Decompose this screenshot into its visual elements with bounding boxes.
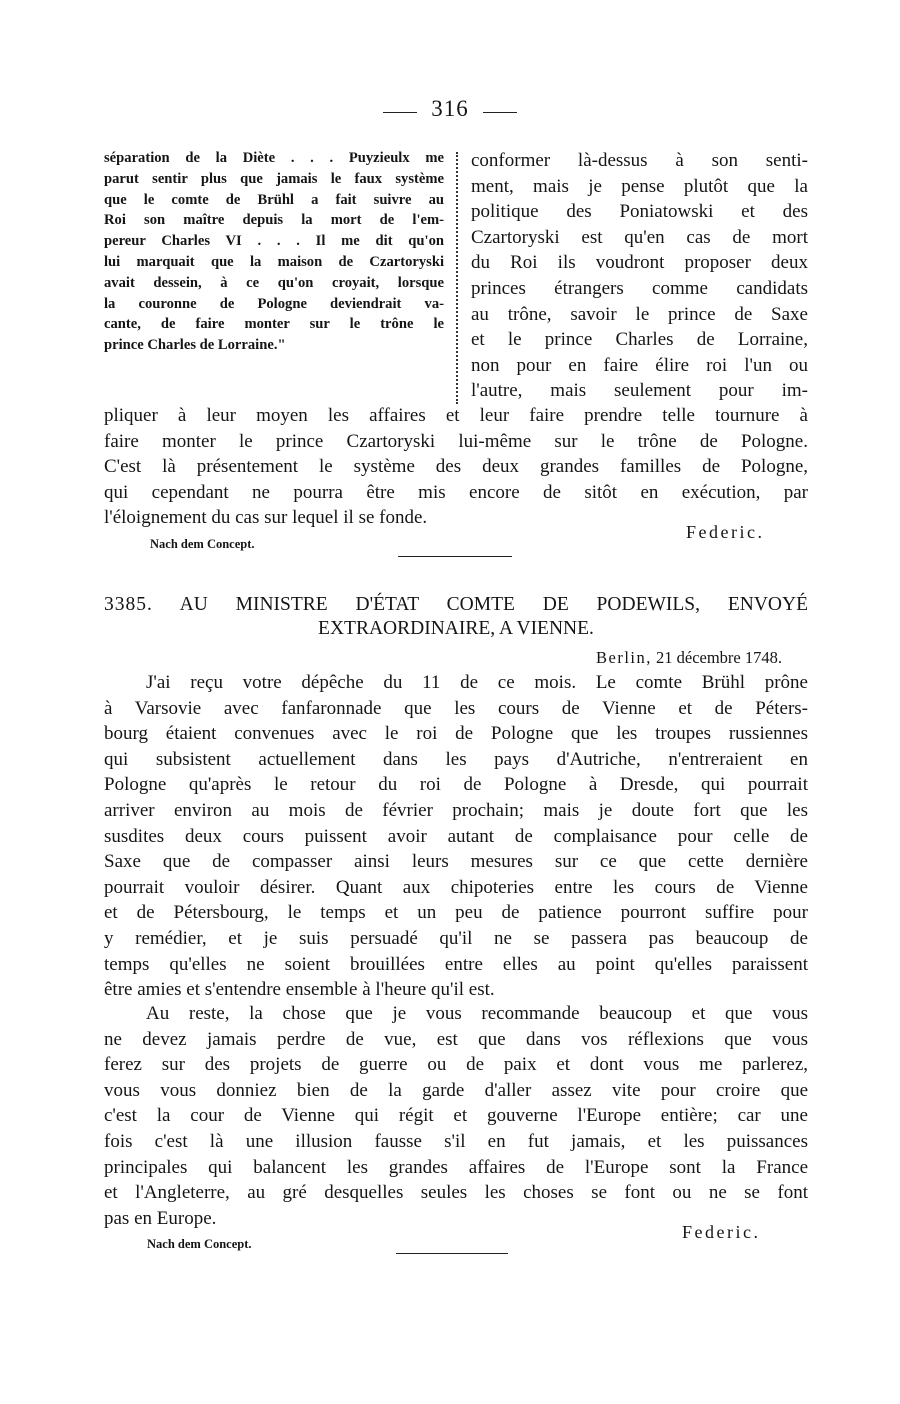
text-line: être amies et s'entendre ensemble à l'heure qu'il est. [104,979,495,1001]
text-line: et l'Angleterre, au gré desquelles seules les choses se font ou ne se font [104,1182,808,1204]
text-line: princes étrangers comme candidats [471,277,808,299]
text-line: fois c'est là une illusion fausse s'il en fut jamais, et les puissances [104,1130,808,1152]
text-line: pliquer à leur moyen les affaires et leur faire prendre telle tournure à [104,405,808,426]
dateline [596,648,782,668]
page-number: 316 [431,96,469,121]
text-line: et de Pétersbourg, le temps et un peu de patience pourront suffire pour [104,902,808,924]
text-line: l'autre, mais seulement pour im- [471,380,808,402]
text-line: susdites deux cours puissent avoir autant de complaisance pour celle de [104,825,808,847]
letter-number: 3385. [104,594,153,615]
footnote-line: la couronne de Pologne deviendrait va- [104,295,444,312]
text-line: ferez sur des projets de guerre ou de paix et dont vous me parlerez, [104,1054,808,1076]
text-line: Au reste, la chose que je vous recommande beaucoup et que vous [146,1003,808,1024]
text-line: y remédier, et je suis persuadé qu'il ne se passera pas beaucoup de [104,927,808,949]
letter-title-line-2: EXTRAORDINAIRE, A VIENNE. [318,618,594,639]
text-line: temps qu'elles ne soient brouillées entre elles au point qu'elles paraissent [104,953,808,975]
text-line: politique des Poniatowski et des [471,201,808,223]
section-rule [396,1253,508,1254]
text-line: faire monter le prince Czartoryski lui-même sur le trône de Pologne. [104,430,808,452]
footnote-line: que le comte de Brühl a fait suivre au [104,191,444,208]
continuation-paragraph [104,403,808,531]
text-line: C'est là présentement le système des deux grandes familles de Pologne, [104,456,808,478]
page-header [0,96,900,122]
source-note: Nach dem Concept. [147,1237,252,1251]
text-line: qui subsistent actuellement dans les pays d'Autriche, n'entreraient en [104,748,808,770]
letter-date: 21 décembre 1748. [656,648,782,667]
source-note: Nach dem Concept. [150,537,255,551]
text-line: pas en Europe. [104,1207,217,1229]
letter-title-text: AU MINISTRE D'ÉTAT COMTE DE PODEWILS, ENVOYÉ [179,594,808,615]
text-line: Saxe que de compasser ainsi leurs mesures sur ce que cette dernière [104,851,808,873]
text-line: et le prince Charles de Lorraine, [471,329,808,351]
section-rule [398,556,512,557]
footnote-column [104,148,444,356]
footnote-line: prince Charles de Lorraine." [104,337,286,354]
footnote-line: Roi son maître depuis la mort de l'em- [104,212,444,229]
letter-paragraph-2 [104,1001,808,1231]
text-line: du Roi ils voudront proposer deux [471,252,808,274]
text-line: arriver environ au mois de février prochain; mais je doute fort que les [104,799,808,821]
header-dash-left [383,112,417,113]
footnote-line: cante, de faire monter sur le trône le [104,316,444,333]
column-divider [456,152,458,404]
text-line: Pologne qu'après le retour du roi de Pologne à Dresde, qui pourrait [104,774,808,796]
footnote-line: lui marquait que la maison de Czartoryski [104,253,444,270]
text-line: l'éloignement du cas sur lequel il se fonde. [104,507,428,529]
text-line: bourg étaient convenues avec le roi de Pologne que les troupes russiennes [104,723,808,745]
text-line: ne devez jamais perdre de vue, est que dans vos réflexions que vous [104,1028,808,1050]
letter-title [104,593,808,641]
text-line: J'ai reçu votre dépêche du 11 de ce mois. Le comte Brühl prône [146,672,808,693]
text-line: qui cependant ne pourra être mis encore de sitôt en exécution, par [104,481,808,503]
text-line: c'est la cour de Vienne qui régit et gouverne l'Europe entière; car une [104,1105,808,1127]
letter-place: Berlin, [596,648,652,667]
header-dash-right [483,112,517,113]
footnote-line: avait dessein, à ce qu'on croyait, lorsque [104,274,444,291]
footnote-line: séparation de la Diète . . . Puyzieulx me [104,150,444,166]
footnote-line: parut sentir plus que jamais le faux système [104,170,444,187]
text-line: au trône, savoir le prince de Saxe [471,303,808,325]
text-line: principales qui balancent les grandes affaires de l'Europe sont la France [104,1156,808,1178]
main-column [471,148,808,404]
signature: Federic. [682,1222,761,1242]
text-line: pourrait vouloir désirer. Quant aux chipoteries entre les cours de Vienne [104,876,808,898]
text-line: Czartoryski est qu'en cas de mort [471,226,808,248]
letter-title-line-1 [104,593,808,617]
signature: Federic. [686,522,765,542]
text-line: non pour en faire élire roi l'un ou [471,354,808,376]
footnote-line: pereur Charles VI . . . Il me dit qu'on [104,233,444,250]
letter-paragraph-1 [104,670,808,1003]
text-line: conformer là-dessus à son senti- [471,150,808,171]
text-line: vous vous donniez bien de la garde d'aller assez vite pour croire que [104,1079,808,1101]
text-line: ment, mais je pense plutôt que la [471,175,808,197]
two-column-block [104,148,808,400]
text-line: à Varsovie avec fanfaronnade que les cours de Vienne et de Péters- [104,697,808,719]
